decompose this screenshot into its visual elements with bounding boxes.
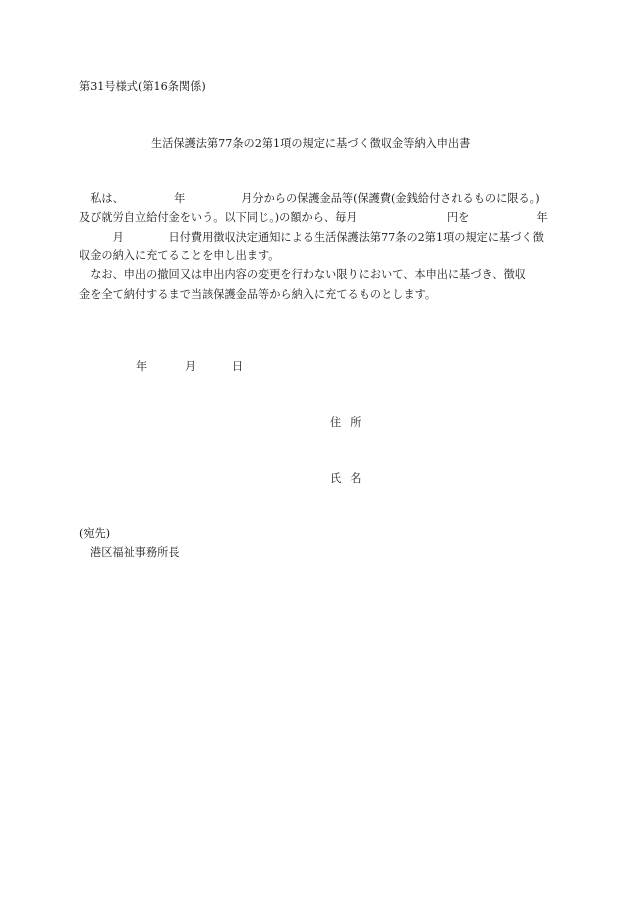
addressee-label: (宛先) <box>79 527 111 540</box>
body-line: 収金の納入に充てることを申し出ます。 <box>79 249 280 262</box>
body-line: 及び就労自立給付金をいう。以下同じ。)の額から、毎月 円を 年 <box>79 211 548 224</box>
body-line: 金を全て納付するまで当該保護金品等から納入に充てるものとします。 <box>79 288 437 301</box>
addressee-name: 港区福祉事務所長 <box>90 546 180 559</box>
body-line: 私は、 年 月分からの保護金品等(保護費(金銭給付されるものに限る。) <box>79 192 540 205</box>
date-month-label: 月 <box>185 360 197 373</box>
name-label: 氏名 <box>330 472 371 485</box>
address-label: 住所 <box>330 416 371 429</box>
date-year-label: 年 <box>136 360 148 373</box>
date-day-label: 日 <box>232 360 244 373</box>
document-title: 生活保護法第77条の2第1項の規定に基づく徴収金等納入申出書 <box>151 137 471 150</box>
body-line: 月 日付費用徴収決定通知による生活保護法第77条の2第1項の規定に基づく徴 <box>79 231 544 244</box>
form-number: 第31号様式(第16条関係) <box>79 80 206 93</box>
body-line: なお、申出の撤回又は申出内容の変更を行わない限りにおいて、本申出に基づき、徴収 <box>79 268 526 281</box>
